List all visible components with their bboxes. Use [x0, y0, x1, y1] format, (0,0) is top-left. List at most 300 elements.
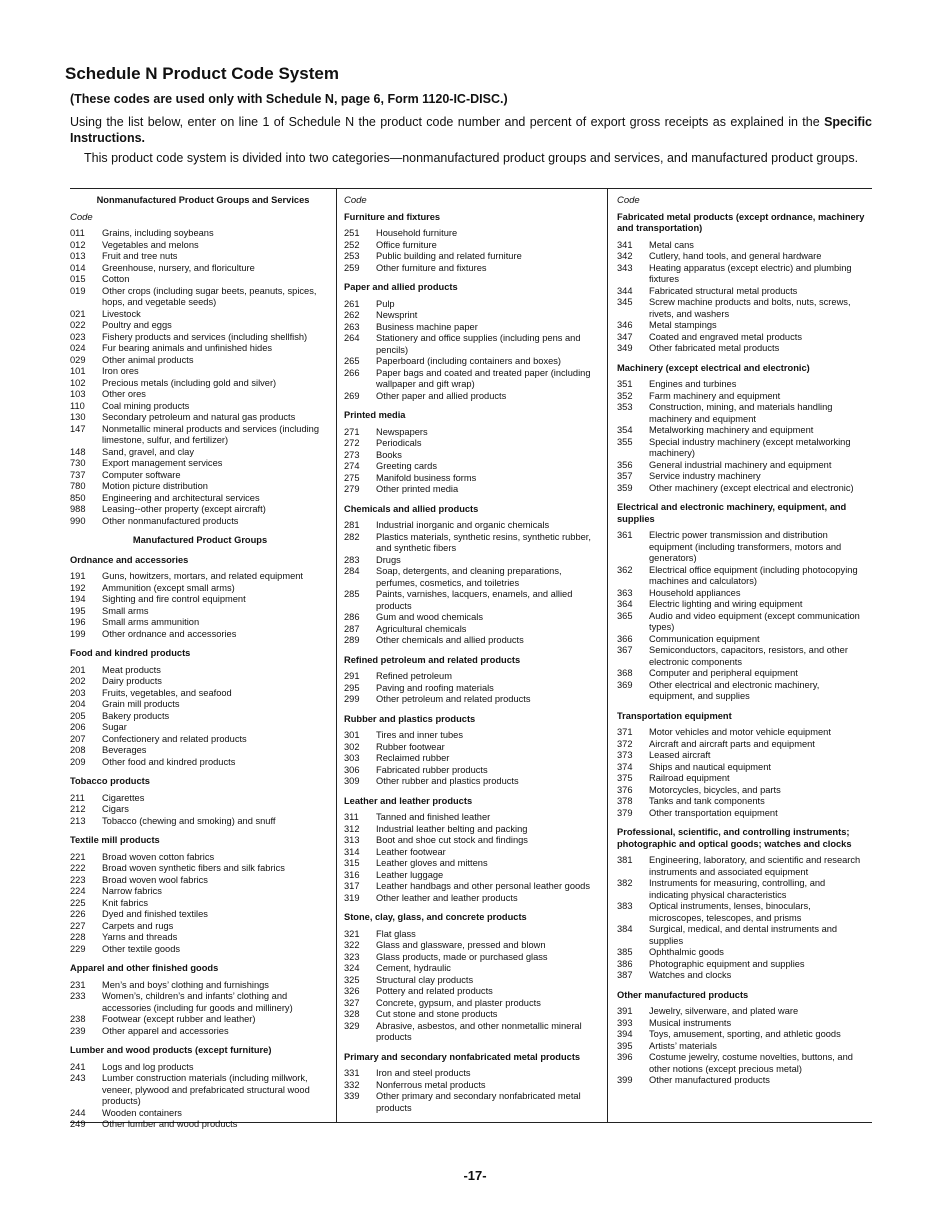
code-row	[70, 991, 336, 1014]
product-description: Service industry machinery	[649, 471, 761, 481]
product-description: Structural clay products	[376, 974, 474, 985]
product-code: 331	[344, 1068, 360, 1078]
code-row	[344, 730, 607, 742]
product-code: 283	[344, 554, 360, 565]
code-row	[617, 727, 872, 739]
product-description: Other nonmanufactured products	[102, 515, 239, 526]
product-description: Cotton	[102, 274, 130, 284]
product-code: 110	[70, 400, 85, 411]
code-row	[344, 940, 607, 952]
code-row	[617, 320, 872, 332]
product-description: Construction, mining, and materials handling machinery and equipment	[649, 402, 833, 424]
product-description: Photographic equipment and supplies	[649, 958, 805, 969]
code-row	[617, 332, 872, 344]
product-description: Other lumber and wood products	[102, 1119, 238, 1129]
code-row	[70, 745, 336, 757]
code-row	[617, 739, 872, 751]
code-row	[617, 343, 872, 355]
code-row	[70, 516, 336, 528]
product-description: Grain mill products	[102, 699, 180, 709]
product-code: 383	[617, 901, 633, 911]
product-code: 356	[617, 459, 633, 470]
product-description: Fabricated rubber products	[376, 764, 488, 775]
product-description: Footwear (except rubber and leather)	[102, 1014, 256, 1024]
code-row	[617, 240, 872, 252]
code-row	[70, 722, 336, 734]
product-code: 393	[617, 1017, 633, 1028]
product-code: 303	[344, 753, 360, 763]
product-code: 313	[344, 835, 360, 845]
code-row	[617, 483, 872, 495]
code-row	[70, 932, 336, 944]
product-code: 324	[344, 963, 360, 973]
product-description: Electrical office equipment (including photocopying machines and calculators)	[649, 564, 858, 586]
code-row	[70, 816, 336, 828]
product-code: 271	[344, 426, 360, 437]
code-row	[70, 412, 336, 424]
product-description: Semiconductors, capacitors, resistors, and other electronic components	[649, 645, 848, 667]
code-row	[70, 251, 336, 263]
section-heading: Food and kindred products	[70, 648, 191, 658]
product-description: Poultry and eggs	[102, 320, 172, 330]
product-description: Artists’ materials	[649, 1040, 717, 1051]
code-row	[344, 251, 607, 263]
product-code: 386	[617, 958, 633, 969]
code-row	[70, 804, 336, 816]
product-code: 227	[70, 920, 86, 931]
product-code: 299	[344, 694, 360, 704]
code-row	[617, 634, 872, 646]
product-description: Vegetables and melons	[102, 239, 199, 250]
product-description: Cut stone and stone products	[376, 1009, 498, 1019]
product-description: Office furniture	[376, 239, 437, 250]
product-code: 309	[344, 776, 360, 786]
product-description: Fruits, vegetables, and seafood	[102, 687, 232, 698]
product-description: Surgical, medical, and dental instruments and supplies	[649, 924, 838, 946]
product-description: Manifold business forms	[376, 472, 477, 483]
product-code: 372	[617, 738, 633, 749]
product-description: Computer and peripheral equipment	[649, 668, 798, 678]
product-description: Greenhouse, nursery, and floriculture	[102, 262, 255, 273]
product-code: 365	[617, 610, 633, 621]
product-description: Knit fabrics	[102, 897, 148, 908]
code-row	[70, 594, 336, 606]
code-row	[344, 975, 607, 987]
product-code: 272	[344, 438, 360, 448]
code-row	[70, 1108, 336, 1120]
code-row	[617, 599, 872, 611]
product-code: 376	[617, 784, 633, 795]
code-row	[344, 450, 607, 462]
product-code: 147	[70, 423, 86, 434]
product-description: Drugs	[376, 554, 401, 565]
product-code: 101	[70, 366, 86, 376]
product-description: Cement, hydraulic	[376, 963, 451, 973]
code-row	[617, 762, 872, 774]
product-code: 012	[70, 239, 86, 250]
code-row	[70, 875, 336, 887]
product-code: 291	[344, 671, 360, 681]
product-description: Soap, detergents, and cleaning preparations, perfumes, cosmetics, and toiletries	[376, 566, 562, 588]
section-heading: Electrical and electronic machinery, equipment, and supplies	[617, 502, 847, 524]
product-code: 231	[70, 979, 86, 990]
product-description: Nonferrous metal products	[376, 1079, 486, 1090]
code-row	[344, 776, 607, 788]
code-row	[344, 299, 607, 311]
product-description: Industrial leather belting and packing	[376, 823, 528, 834]
product-code: 351	[617, 379, 633, 389]
code-row	[344, 310, 607, 322]
product-description: Concrete, gypsum, and plaster products	[376, 997, 541, 1008]
product-description: Abrasive, asbestos, and other nonmetallic mineral products	[376, 1020, 582, 1042]
section-heading: Apparel and other finished goods	[70, 963, 219, 973]
product-code: 259	[344, 262, 360, 273]
code-row	[617, 1052, 872, 1075]
code-row	[344, 240, 607, 252]
code-row	[70, 274, 336, 286]
code-row	[70, 470, 336, 482]
product-description: Refined petroleum	[376, 671, 452, 681]
code-row	[344, 694, 607, 706]
product-code: 251	[344, 228, 360, 238]
product-description: Engines and turbines	[649, 379, 737, 389]
page-number: -17-	[463, 1168, 487, 1183]
code-row	[617, 471, 872, 483]
product-description: Cutlery, hand tools, and general hardware	[649, 251, 822, 261]
product-description: Boot and shoe cut stock and findings	[376, 835, 528, 845]
product-code: 352	[617, 390, 633, 401]
code-row	[617, 251, 872, 263]
section-heading: Refined petroleum and related products	[344, 654, 521, 665]
code-row	[70, 944, 336, 956]
code-row	[617, 402, 872, 425]
product-description: Lumber construction materials (including millwork, veneer, plywood and prefabricated structural wood products)	[102, 1073, 310, 1106]
product-description: Fabricated structural metal products	[649, 285, 798, 296]
product-description: Livestock	[102, 308, 141, 319]
code-row	[344, 322, 607, 334]
product-code: 282	[344, 531, 360, 542]
product-description: Jewelry, silverware, and plated ware	[649, 1006, 799, 1016]
column-1	[70, 189, 336, 1129]
code-row	[344, 438, 607, 450]
product-code: 201	[70, 664, 86, 675]
code-row	[344, 635, 607, 647]
product-code: 395	[617, 1040, 633, 1051]
product-code: 341	[617, 239, 633, 250]
product-code: 015	[70, 274, 86, 284]
intro-bold-link-text: Specific Instructions.	[70, 115, 872, 145]
product-description: Broad woven cotton fabrics	[102, 851, 215, 862]
product-description: Other ores	[102, 389, 146, 399]
product-code: 382	[617, 878, 633, 888]
product-code: 379	[617, 807, 633, 818]
product-code: 284	[344, 566, 360, 576]
code-row	[70, 1119, 336, 1131]
code-label: Code	[70, 211, 93, 223]
product-code: 199	[70, 628, 86, 639]
product-code: 203	[70, 687, 86, 698]
product-code: 211	[70, 792, 85, 803]
page-subtitle: (These codes are used only with Schedule N, page 6, Form 1120-IC-DISC.)	[70, 92, 508, 106]
product-description: Other leather and leather products	[376, 892, 518, 903]
product-description: Electric power transmission and distribution equipment (including transformers, motors and generators)	[649, 530, 842, 563]
product-code: 249	[70, 1119, 86, 1129]
product-description: Other chemicals and allied products	[376, 635, 524, 645]
product-code: 244	[70, 1107, 86, 1118]
code-row	[70, 886, 336, 898]
product-description: Nonmetallic mineral products and services (including limestone, sulfur, and fertilizer)	[102, 423, 320, 445]
product-description: Farm machinery and equipment	[649, 390, 781, 401]
product-code: 342	[617, 251, 633, 261]
product-code: 207	[70, 733, 86, 744]
product-description: Screw machine products and bolts, nuts, screws, rivets, and washers	[649, 297, 851, 319]
product-description: Other crops (including sugar beets, peanuts, spices, hops, and vegetable seeds)	[102, 285, 317, 307]
product-description: Other furniture and fixtures	[376, 262, 487, 273]
product-description: Other printed media	[376, 484, 459, 494]
product-code: 263	[344, 321, 360, 332]
product-description: Tanks and tank components	[649, 796, 765, 806]
product-description: Musical instruments	[649, 1017, 732, 1028]
product-code: 295	[344, 682, 360, 693]
product-code: 317	[344, 881, 360, 891]
code-row	[344, 881, 607, 893]
code-row	[617, 855, 872, 878]
product-code: 988	[70, 504, 86, 514]
product-code: 990	[70, 515, 86, 526]
product-code: 316	[344, 869, 360, 880]
product-code: 103	[70, 389, 86, 399]
code-row	[344, 963, 607, 975]
product-code: 229	[70, 943, 86, 954]
code-row	[70, 676, 336, 688]
product-code: 366	[617, 633, 633, 644]
code-row	[70, 389, 336, 401]
code-row	[344, 1091, 607, 1114]
product-code: 374	[617, 761, 633, 772]
product-description: Paperboard (including containers and boxes)	[376, 356, 562, 366]
code-row	[70, 343, 336, 355]
code-row	[344, 612, 607, 624]
product-code: 223	[70, 874, 86, 885]
product-code: 226	[70, 909, 86, 919]
product-code: 209	[70, 756, 86, 767]
code-row	[70, 378, 336, 390]
code-row	[617, 425, 872, 437]
product-description: Other paper and allied products	[376, 390, 507, 401]
product-code: 312	[344, 823, 360, 834]
code-row	[70, 286, 336, 309]
product-code: 369	[617, 679, 633, 690]
column-header: Nonmanufactured Product Groups and Services	[96, 195, 310, 205]
code-row	[70, 688, 336, 700]
product-description: Glass products, made or purchased glass	[376, 951, 548, 962]
product-code: 306	[344, 764, 360, 775]
product-code: 243	[70, 1073, 86, 1083]
product-code: 206	[70, 722, 86, 732]
code-row	[617, 588, 872, 600]
product-code: 385	[617, 947, 633, 957]
code-row	[617, 391, 872, 403]
code-row	[344, 671, 607, 683]
product-description: Secondary petroleum and natural gas products	[102, 412, 296, 422]
product-code: 022	[70, 320, 86, 330]
code-row	[617, 565, 872, 588]
product-description: Computer software	[102, 469, 181, 480]
code-row	[70, 699, 336, 711]
product-description: Men’s and boys’ clothing and furnishings	[102, 979, 269, 990]
code-row	[70, 863, 336, 875]
code-row	[617, 460, 872, 472]
code-row	[617, 878, 872, 901]
product-description: Railroad equipment	[649, 773, 730, 783]
product-code: 394	[617, 1029, 633, 1039]
code-row	[344, 683, 607, 695]
code-row	[344, 391, 607, 403]
product-code: 024	[70, 343, 86, 353]
code-row	[70, 1062, 336, 1074]
product-code: 265	[344, 356, 360, 366]
code-row	[617, 645, 872, 668]
product-code: 273	[344, 449, 360, 460]
product-code: 737	[70, 469, 86, 480]
product-description: Newspapers	[376, 426, 428, 437]
intro-text: Using the list below, enter on line 1 of Schedule N the product code number and percent of export gross receipts as explained in the	[70, 115, 825, 129]
product-code: 322	[344, 940, 360, 950]
product-description: Guns, howitzers, mortars, and related equipment	[102, 571, 304, 581]
product-description: Glass and glassware, pressed and blown	[376, 940, 546, 950]
code-label: Code	[344, 195, 367, 206]
product-code: 194	[70, 594, 86, 604]
code-row	[344, 998, 607, 1010]
code-row	[617, 1041, 872, 1053]
product-description: Narrow fabrics	[102, 886, 162, 896]
intro-paragraph	[70, 114, 872, 146]
product-code: 253	[344, 251, 360, 261]
product-description: Small arms ammunition	[102, 617, 200, 627]
product-code: 213	[70, 815, 86, 826]
product-description: Iron ores	[102, 366, 139, 376]
section-heading: Primary and secondary nonfabricated metal products	[344, 1051, 581, 1062]
code-row	[344, 753, 607, 765]
product-description: Other animal products	[102, 354, 194, 365]
product-description: Beverages	[102, 745, 147, 755]
code-row	[344, 368, 607, 391]
product-code: 325	[344, 974, 360, 985]
product-code: 378	[617, 796, 633, 806]
section-heading: Fabricated metal products (except ordnance, machinery and transportation)	[617, 211, 865, 233]
code-row	[617, 1018, 872, 1030]
product-description: Grains, including soybeans	[102, 228, 214, 238]
product-code: 261	[344, 298, 360, 309]
column-3	[607, 189, 872, 1122]
product-description: Coal mining products	[102, 400, 190, 411]
product-code: 148	[70, 446, 86, 457]
product-code: 228	[70, 932, 86, 942]
code-row	[344, 847, 607, 859]
code-row	[344, 870, 607, 882]
code-row	[344, 986, 607, 998]
product-description: Metal cans	[649, 239, 694, 250]
product-code: 102	[70, 377, 86, 388]
product-code: 373	[617, 750, 633, 760]
product-description: Public building and related furniture	[376, 251, 522, 261]
code-row	[617, 437, 872, 460]
product-description: Flat glass	[376, 928, 416, 939]
product-description: Other apparel and accessories	[102, 1025, 229, 1036]
product-description: Other textile goods	[102, 943, 181, 954]
product-description: Audio and video equipment (except communication types)	[649, 610, 860, 632]
product-code: 023	[70, 331, 86, 342]
product-code: 208	[70, 745, 86, 755]
product-description: Bakery products	[102, 710, 170, 721]
code-row	[70, 571, 336, 583]
product-description: Women’s, children’s and infants’ clothing and accessories (including fur goods and millinery)	[102, 991, 293, 1013]
section-heading: Machinery (except electrical and electronic)	[617, 362, 810, 373]
product-description: Confectionery and related products	[102, 733, 247, 744]
product-code: 264	[344, 333, 360, 343]
product-description: Greeting cards	[376, 461, 437, 471]
product-code: 328	[344, 1009, 360, 1019]
product-code: 224	[70, 886, 86, 896]
code-row	[344, 555, 607, 567]
product-code: 221	[70, 851, 86, 862]
code-row	[344, 812, 607, 824]
code-row	[617, 947, 872, 959]
product-code: 367	[617, 645, 633, 655]
product-description: Paving and roofing materials	[376, 682, 494, 693]
section-heading: Transportation equipment	[617, 710, 732, 721]
code-row	[344, 566, 607, 589]
code-row	[70, 629, 336, 641]
code-row	[344, 484, 607, 496]
product-code: 346	[617, 320, 633, 330]
code-row	[70, 228, 336, 240]
code-row	[70, 617, 336, 629]
section-heading: Rubber and plastics products	[344, 713, 476, 724]
section-heading: Lumber and wood products (except furniture)	[70, 1045, 272, 1055]
product-code: 266	[344, 367, 360, 378]
product-code: 391	[617, 1006, 633, 1016]
section-heading: Paper and allied products	[344, 282, 458, 292]
product-code: 347	[617, 331, 633, 342]
product-code: 327	[344, 997, 360, 1008]
product-code: 344	[617, 285, 633, 296]
code-row	[617, 611, 872, 634]
product-description: Paints, varnishes, lacquers, enamels, and allied products	[376, 589, 573, 611]
product-description: Aircraft and aircraft parts and equipment	[649, 738, 815, 749]
section-heading: Ordnance and accessories	[70, 554, 189, 565]
product-description: Cigarettes	[102, 792, 145, 803]
product-code: 381	[617, 855, 633, 865]
product-code: 357	[617, 471, 633, 481]
product-description: Books	[376, 449, 402, 460]
product-description: Costume jewelry, costume novelties, buttons, and other notions (except precious metal)	[649, 1052, 853, 1074]
code-row	[344, 263, 607, 275]
product-code: 319	[344, 892, 360, 903]
product-code: 384	[617, 924, 633, 934]
product-code: 359	[617, 482, 633, 493]
code-row	[617, 970, 872, 982]
product-code: 274	[344, 461, 360, 471]
code-row	[344, 427, 607, 439]
code-row	[70, 734, 336, 746]
product-code: 191	[70, 571, 86, 581]
product-description: Newsprint	[376, 310, 418, 320]
product-description: Electric lighting and wiring equipment	[649, 599, 803, 609]
code-row	[70, 583, 336, 595]
product-description: Meat products	[102, 664, 161, 675]
product-code: 275	[344, 472, 360, 483]
